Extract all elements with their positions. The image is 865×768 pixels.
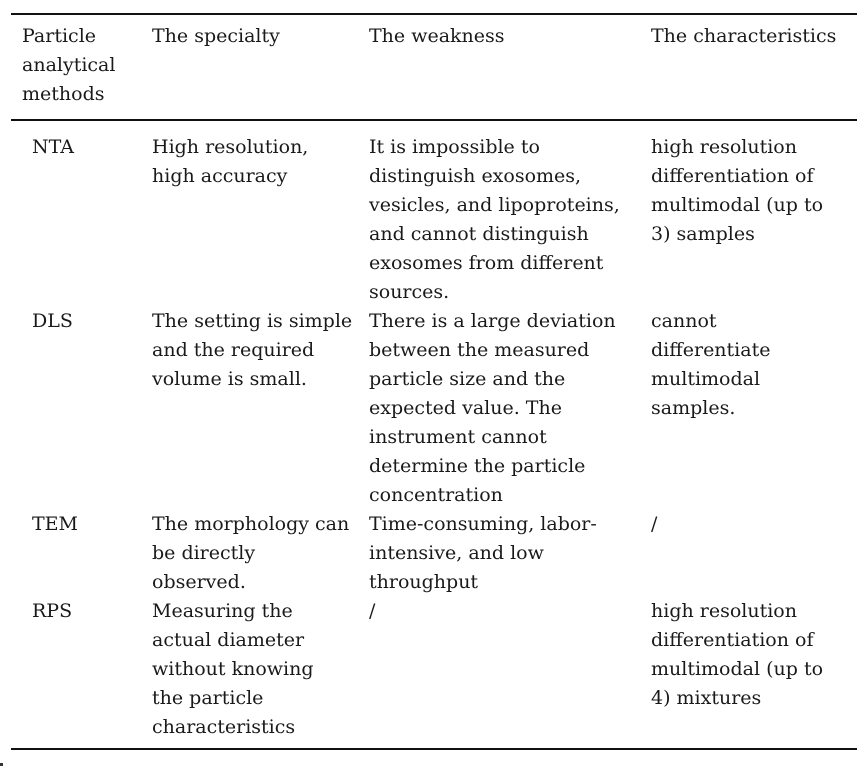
cell-weakness: It is impossible to distinguish exosomes, vesicles, and lipoproteins, and cannot distinguish exosomes from different sources.	[369, 136, 620, 303]
scan-artifact	[0, 763, 3, 766]
cell-weakness: /	[369, 600, 376, 622]
table-body	[11, 121, 857, 742]
cell-specialty: The setting is simple and the required volume is small.	[152, 310, 353, 390]
header-specialty: The specialty	[152, 25, 280, 47]
cell-specialty: The morphology can be directly observed.	[152, 513, 350, 593]
cell-characteristics: cannot differentiate multimodal samples.	[651, 310, 771, 419]
table-bottom-rule	[11, 748, 857, 750]
cell-characteristics: high resolution differentiation of multimodal (up to 3) samples	[651, 136, 824, 245]
cell-characteristics: high resolution differentiation of multimodal (up to 4) mixtures	[651, 600, 824, 709]
comparison-table	[11, 13, 857, 750]
cell-method: DLS	[32, 310, 73, 332]
header-weakness: The weakness	[369, 25, 505, 47]
table-row	[11, 510, 857, 597]
cell-weakness: There is a large deviation between the measured particle size and the expected value. The instrument cannot determine the particle concentration	[369, 310, 616, 506]
cell-method: RPS	[32, 600, 73, 622]
cell-weakness: Time-consuming, labor- intensive, and low throughput	[369, 513, 597, 593]
table-row	[11, 133, 857, 307]
cell-characteristics: /	[651, 513, 658, 535]
table-row	[11, 597, 857, 742]
cell-specialty: High resolution, high accuracy	[152, 136, 309, 187]
cell-method: NTA	[32, 136, 74, 158]
table-header-row	[11, 15, 857, 109]
header-characteristics: The characteristics	[651, 25, 837, 47]
cell-specialty: Measuring the actual diameter without knowing the particle characteristics	[152, 600, 314, 738]
table-row	[11, 307, 857, 510]
cell-method: TEM	[32, 513, 78, 535]
header-methods: Particle analytical methods	[22, 25, 116, 105]
